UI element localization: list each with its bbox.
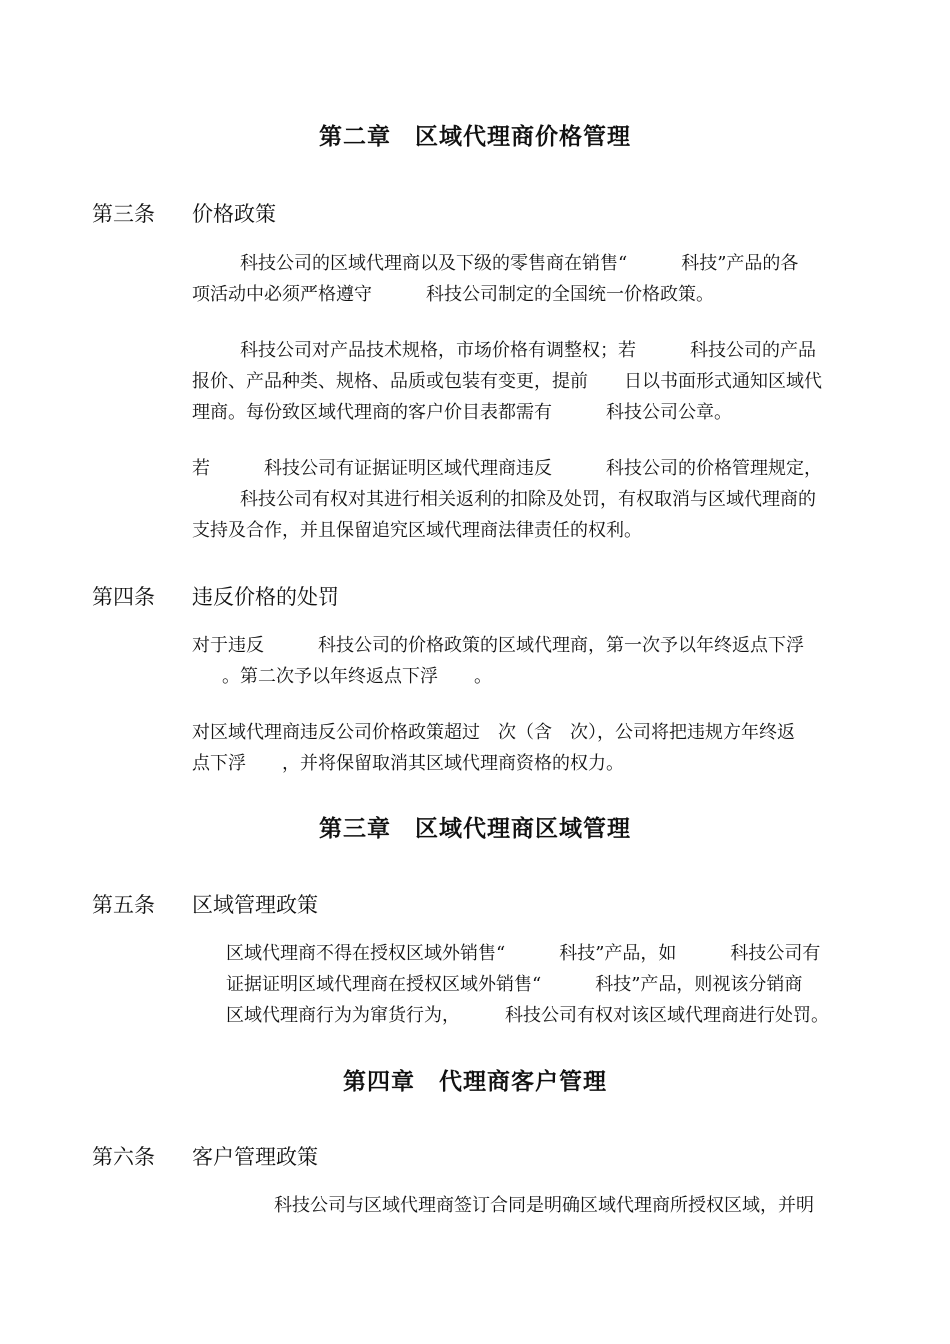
paragraph-line: 点下浮 ，并将保留取消其区域代理商资格的权力。 [192, 753, 624, 774]
paragraph-line: 理商。每份致区域代理商的客户价目表都需有 科技公司公章。 [192, 402, 732, 423]
paragraph-line: 若 科技公司有证据证明区域代理商违反 科技公司的价格管理规定， [192, 458, 822, 479]
article-heading [92, 198, 276, 228]
article-heading [92, 581, 339, 611]
article-heading [92, 1141, 318, 1171]
chapter-title: 第三章 区域代理商区域管理 [319, 816, 631, 842]
paragraph-line: 科技公司有权对其进行相关返利的扣除及处罚，有权取消与区域代理商的 [240, 489, 816, 510]
paragraph-line: 科技公司的区域代理商以及下级的零售商在销售“ 科技”产品的各 [240, 253, 799, 274]
paragraph-line: 科技公司与区域代理商签订合同是明确区域代理商所授权区域，并明 [274, 1195, 814, 1216]
paragraph-line: 支持及合作，并且保留追究区域代理商法律责任的权利。 [192, 520, 642, 541]
chapter-title: 第二章 区域代理商价格管理 [319, 124, 631, 150]
article-number: 第六条 [92, 1145, 155, 1169]
paragraph-line: 科技公司对产品技术规格，市场价格有调整权；若 科技公司的产品 [240, 340, 816, 361]
paragraph-line: 。第二次予以年终返点下浮 。 [222, 666, 492, 687]
paragraph-line: 对于违反 科技公司的价格政策的区域代理商，第一次予以年终返点下浮 [192, 635, 804, 656]
article-title: 违反价格的处罚 [192, 585, 339, 609]
chapter-title: 第四章 代理商客户管理 [343, 1069, 607, 1095]
paragraph-line: 对区域代理商违反公司价格政策超过 次（含 次），公司将把违规方年终返 [192, 722, 795, 743]
article-number: 第五条 [92, 893, 155, 917]
paragraph-line: 区域代理商不得在授权区域外销售“ 科技”产品，如 科技公司有 [226, 943, 821, 964]
paragraph-line: 证据证明区域代理商在授权区域外销售“ 科技”产品，则视该分销商 [226, 974, 803, 995]
article-title: 区域管理政策 [192, 893, 318, 917]
article-number: 第四条 [92, 585, 155, 609]
paragraph-line: 项活动中必须严格遵守 科技公司制定的全国统一价格政策。 [192, 284, 714, 305]
article-title: 价格政策 [192, 202, 276, 226]
article-title: 客户管理政策 [192, 1145, 318, 1169]
article-heading [92, 889, 318, 919]
paragraph-line: 报价、产品种类、规格、品质或包装有变更，提前 日以书面形式通知区域代 [192, 371, 822, 392]
article-number: 第三条 [92, 202, 155, 226]
paragraph-line: 区域代理商行为为窜货行为， 科技公司有权对该区域代理商进行处罚。 [226, 1005, 829, 1026]
